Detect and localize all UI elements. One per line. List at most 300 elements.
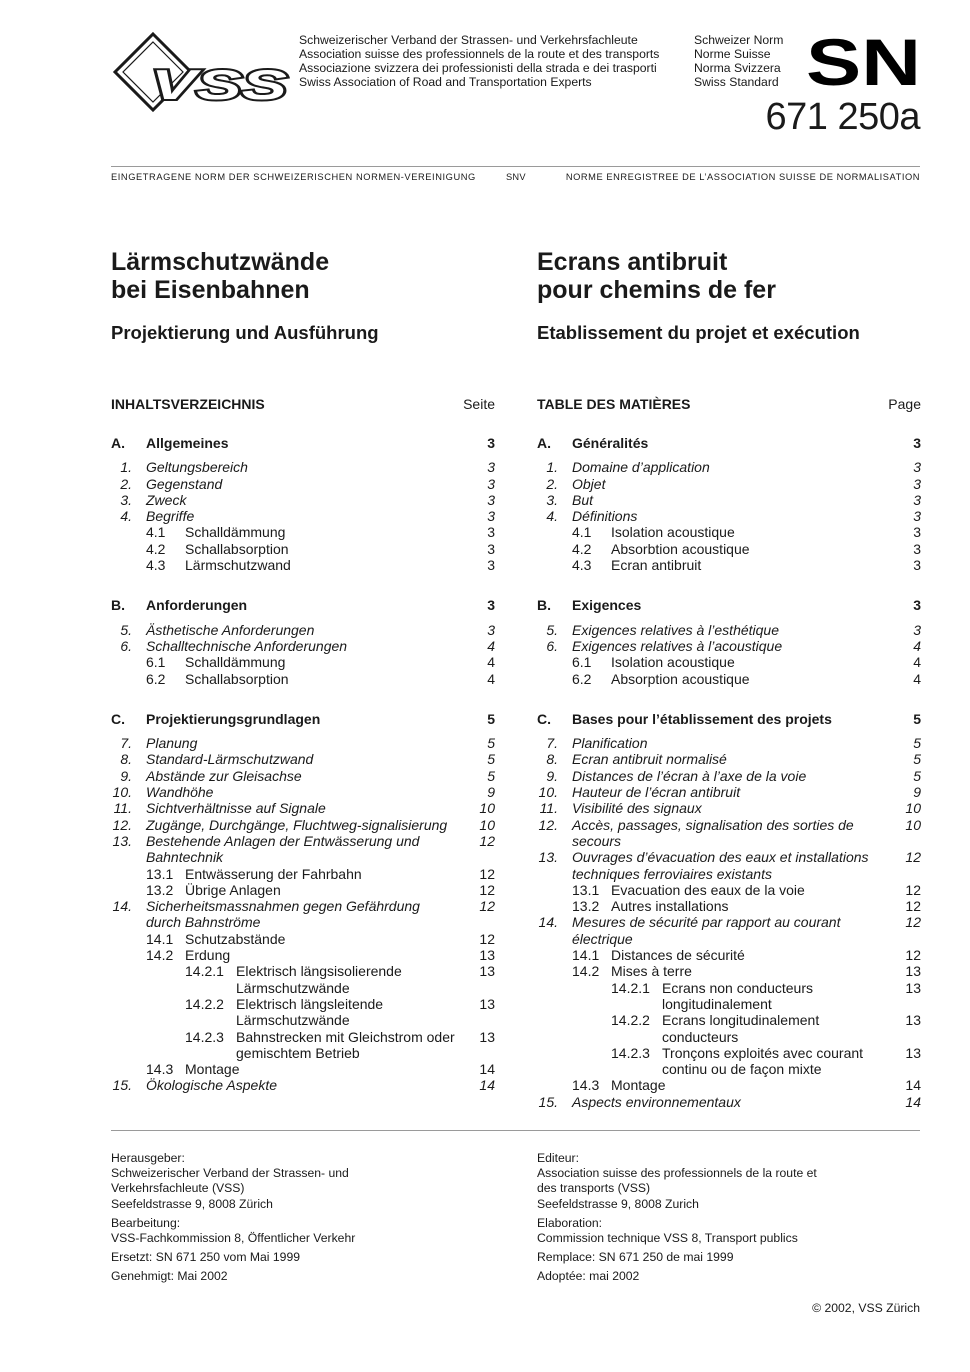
toc-entry [111,638,495,654]
toc-entry [537,980,921,1013]
imprint-group [111,1216,495,1246]
toc-entry-title: Aspects environnementaux [572,1093,741,1110]
toc-entry-title: Wandhöhe [146,784,214,801]
toc-entry-title: Bestehende Anlagen der Entwässerung und Bahntechnik [146,832,420,866]
toc-entry-page: 14 [479,1077,495,1094]
toc-entry [111,800,495,816]
toc-entry-number: 4.1 [572,524,592,541]
toc-entry [537,508,921,524]
toc-entry-title: Anforderungen [146,597,248,614]
toc-entry-title: Sichtverhältnisse auf Signale [146,800,326,817]
toc-entry-title: Tronçons exploités avec courant continu ou de façon mixte [662,1044,864,1078]
toc-entry-title: Zugänge, Durchgänge, Fluchtweg-signalisierung [146,816,448,833]
toc-entry-page: 14 [905,1093,921,1110]
toc-entry-title: Ouvrages d’évacuation des eaux et installations techniques ferroviaires existants [572,849,869,882]
imprint-line: Elaboration: [537,1215,603,1230]
toc-entry [111,508,495,524]
imprint-de [111,1151,495,1289]
toc-entry [537,768,921,784]
toc-entry-number: C. [537,710,551,727]
toc-entry-title: Sicherheitsmassnahmen gegen Gefährdung durch Bahnströme [146,898,420,931]
toc-entry-number: 7. [546,735,558,752]
toc-entry-number: 1. [546,459,558,476]
imprint-group [111,1250,495,1265]
toc-entry [111,1077,495,1093]
imprint-group [111,1269,495,1284]
toc-entry-page: 13 [479,963,495,980]
toc-entry-number: 14.2.1 [185,963,224,980]
subtitle-fr: Etablissement du projet et exécution [537,322,860,343]
toc-entry [111,1029,495,1062]
toc-entry-page: 3 [487,491,495,508]
toc-entry [111,654,495,670]
copyright: © 2002, VSS Zürich [812,1301,920,1315]
toc-entry-title: Schalldämmung [185,524,286,541]
title-de-line1: Lärmschutzwände [111,248,330,276]
toc-entry-number: 14.1 [572,947,600,964]
toc-entry-number: 8. [546,751,558,768]
publisher-name-de: Schweizerischer Verband der Strassen- und Verkehrsfachleute [299,33,638,47]
toc-entry-page: 12 [479,898,495,915]
header-divider [111,166,920,167]
imprint-line: Remplace: SN 671 250 de mai 1999 [537,1250,734,1265]
title-fr-line2: pour chemins de fer [537,276,776,304]
toc-entry-page: 3 [913,508,921,525]
toc-entry-title: Projektierungsgrundlagen [146,710,321,727]
sn-logo [806,37,921,87]
toc-entry [111,963,495,996]
toc-entry [111,768,495,784]
toc-entry-page: 5 [487,735,495,752]
toc-entry-number: 4.2 [146,540,166,557]
toc-entry-number: 13. [538,849,558,866]
toc-header-fr [537,395,921,413]
toc-entry-number: 4.3 [146,557,166,574]
toc-entry [537,524,921,540]
toc-entry-number: 1. [120,459,132,476]
toc-entry-page: 10 [479,800,495,817]
toc-entry [537,751,921,767]
toc-entry-page: 13 [905,963,921,980]
toc-entry-page: 5 [913,767,921,784]
toc-entry-page: 3 [913,540,921,557]
toc-entry [537,898,921,914]
imprint-line: Seefeldstrasse 9, 8008 Zürich [111,1196,273,1211]
toc-entry-number: 11. [539,800,558,817]
toc-entry-number: 13. [112,832,132,849]
toc-entry [111,817,495,833]
toc-entry-page: 3 [487,435,495,451]
toc-entry-number: 12. [112,816,132,833]
toc-entry [111,866,495,882]
toc-entry-title: Schalltechnische Anforderungen [146,637,348,654]
toc-entry-title: Exigences [572,597,642,614]
toc-page-label-fr: Page [888,396,921,412]
toc-entry [537,1045,921,1078]
toc-entry-number: 4.1 [146,524,166,541]
title-de-line2: bei Eisenbahnen [111,276,310,304]
toc-entry-number: 14.2.3 [611,1044,650,1061]
toc-entry-page: 3 [487,557,495,574]
toc-entry-number: 6. [120,637,132,654]
toc-entry-number: 13.1 [146,865,174,882]
toc-entry-title: Mises à terre [611,963,692,980]
toc-entry-number: 4. [546,508,558,525]
toc-entry-page: 10 [479,816,495,833]
imprint-group [111,1151,495,1212]
toc-entry-page: 13 [479,947,495,964]
toc-entry-title: Isolation acoustique [611,654,735,671]
band-left: EINGETRAGENE NORM DER SCHWEIZERISCHEN NORMEN-VEREINIGUNG [111,172,476,182]
imprint-group [537,1269,921,1284]
toc-entry-page: 13 [479,1028,495,1045]
toc-section [111,597,495,613]
toc-entry-title: Planification [572,735,648,752]
standard-type-fr: Norme Suisse [694,47,771,61]
toc-section [111,435,495,451]
toc-entry-page: 13 [905,979,921,996]
toc-entry-number: B. [537,597,551,614]
toc-entry-page: 9 [913,784,921,801]
toc-entry-title: Distances de sécurité [611,947,745,964]
toc-entry-title: Erdung [185,947,231,964]
toc-entry [111,524,495,540]
toc-entry-number: 2. [120,475,132,492]
toc-entry-page: 12 [905,898,921,915]
toc-entry [537,817,921,850]
toc-entry-page: 3 [487,508,495,525]
toc-entry-title: Mesures de sécurité par rapport au courant électrique [572,914,841,947]
toc-entry-title: Elektrisch längsisolierende Lärmschutzwände [236,963,402,996]
toc-entry-number: 13.2 [146,881,174,898]
toc-entry [537,849,921,882]
toc-entry-number: 15. [538,1093,558,1110]
toc-entry-number: 15. [112,1077,132,1094]
toc-entry [537,671,921,687]
sn-logo-text: SN [806,37,921,87]
toc-entry-title: Entwässerung der Fahrbahn [185,865,362,882]
toc-entry [111,492,495,508]
toc-section [537,435,921,451]
publisher-names [299,33,659,89]
toc-entry [537,914,921,947]
title-block-fr [537,248,921,344]
vss-logo-text: VSS [151,61,287,108]
toc-entry-number: 13.1 [572,881,600,898]
toc-entry-title: Ecran antibruit [611,557,702,574]
toc-entry-title: Übrige Anlagen [185,881,281,898]
toc-entry [111,557,495,573]
toc-entry-page: 4 [487,670,495,687]
toc-entry [111,622,495,638]
title-block-de [111,248,495,344]
toc-entry-page: 4 [913,654,921,671]
toc-entry-title: Accès, passages, signalisation des sorties de secours [572,816,854,849]
toc-entry-page: 5 [487,751,495,768]
toc-entry-page: 4 [913,637,921,654]
toc-entry-title: Evacuation des eaux de la voie [611,881,805,898]
toc-entry-title: Isolation acoustique [611,524,735,541]
band-right: NORME ENREGISTREE DE L’ASSOCIATION SUISSE DE NORMALISATION [565,172,920,182]
imprint-line: Bearbeitung: [111,1215,181,1230]
toc-entry-number: 10. [538,784,558,801]
subtitle-de: Projektierung und Ausführung [111,322,379,343]
toc-list-de [111,435,495,1094]
toc-entry-title: Abstände zur Gleisachse [146,767,302,784]
toc-entry-title: Allgemeines [146,435,229,451]
toc-entry-page: 5 [913,735,921,752]
toc-section [537,597,921,613]
toc-entry [111,996,495,1029]
toc-entry-page: 12 [905,947,921,964]
toc-entry-page: 4 [913,670,921,687]
toc-entry [111,476,495,492]
toc-entry-number: 6.1 [572,654,592,671]
toc-entry [111,833,495,866]
imprint-line: Genehmigt: Mai 2002 [111,1269,228,1284]
toc-entry-page: 12 [905,914,921,931]
standard-type-it: Norma Svizzera [694,61,781,75]
toc-entry-title: Visibilité des signaux [572,800,702,817]
toc-entry [537,638,921,654]
imprint-line: VSS-Fachkommission 8, Öffentlicher Verkehr [111,1231,356,1246]
toc-entry [111,898,495,931]
toc-entry-number: 4.2 [572,540,592,557]
toc-entry-number: 4.3 [572,557,592,574]
toc-entry [111,671,495,687]
toc-entry-number: 8. [120,751,132,768]
toc-entry-title: Montage [611,1077,666,1094]
toc-entry-title: Distances de l’écran à l’axe de la voie [572,767,807,784]
imprint-group [537,1250,921,1265]
toc-entry-title: Schallabsorption [185,670,289,687]
toc-entry-number: 7. [120,735,132,752]
toc-entry [537,622,921,638]
toc-entry-page: 3 [913,435,921,451]
toc-entry-number: 14.2 [572,963,600,980]
toc-entry-number: 13.2 [572,898,600,915]
toc-entry-page: 12 [479,881,495,898]
toc-entry [537,963,921,979]
toc-entry-page: 12 [905,881,921,898]
toc-entry-title: Ästhetische Anforderungen [146,621,315,638]
toc-entry-page: 3 [913,597,921,614]
toc-entry-page: 13 [905,1044,921,1061]
imprint-line: Verkehrsfachleute (VSS) [111,1181,245,1196]
toc-entry-number: 2. [546,475,558,492]
toc-entry-number: B. [111,597,125,614]
toc-entry-number: 3. [546,491,558,508]
toc-entry-number: 6.1 [146,654,166,671]
toc-entry-page: 3 [913,475,921,492]
toc-entry-title: Gegenstand [146,475,223,492]
toc-entry-title: Schalldämmung [185,654,286,671]
toc-entry [111,1061,495,1077]
toc-entry [111,541,495,557]
toc-entry-page: 13 [479,995,495,1012]
toc-entry [537,1012,921,1045]
toc-entry-page: 3 [913,557,921,574]
toc-page-label-de: Seite [463,396,495,412]
toc-entry-page: 3 [487,540,495,557]
toc-entry-title: Définitions [572,508,638,525]
toc-entry-title: Standard-Lärmschutzwand [146,751,314,768]
toc-entry-number: 9. [120,767,132,784]
imprint-line: Adoptée: mai 2002 [537,1269,640,1284]
toc-entry-number: C. [111,710,125,727]
toc-entry [537,882,921,898]
toc-entry-number: 14.1 [146,930,174,947]
toc-entry-title: Montage [185,1061,240,1078]
toc-entry-number: 4. [120,508,132,525]
toc-entry-page: 3 [487,597,495,614]
toc-entry-title: Planung [146,735,198,752]
toc-entry-page: 14 [905,1077,921,1094]
toc-entry [537,784,921,800]
imprint-line: Seefeldstrasse 9, 8008 Zurich [537,1196,699,1211]
imprint-fr [537,1151,921,1289]
toc-entry-number: 3. [120,491,132,508]
toc-entry-page: 3 [913,524,921,541]
toc-entry-page: 4 [487,654,495,671]
toc-entry-number: 14. [538,914,558,931]
toc-entry [537,557,921,573]
toc-entry-title: Elektrisch längsleitende Lärmschutzwände [236,995,384,1029]
toc-entry-title: Absorption acoustique [611,670,750,687]
toc-entry-title: Lärmschutzwand [185,557,291,574]
toc-label-de: INHALTSVERZEICHNIS [111,396,265,412]
toc-entry-title: Généralités [572,435,649,451]
toc-entry-page: 5 [487,767,495,784]
toc-entry [537,654,921,670]
toc-label-fr: TABLE DES MATIÈRES [537,396,691,412]
toc-entry-number: 14.2 [146,947,174,964]
toc-entry-number: 14. [112,898,132,915]
toc-entry-title: Exigences relatives à l’esthétique [572,621,780,638]
imprint-line: Schweizerischer Verband der Strassen- und [111,1166,349,1181]
toc-entry-page: 9 [487,784,495,801]
toc-entry-number: 9. [546,767,558,784]
imprint-line: des transports (VSS) [537,1181,651,1196]
title-fr-line1: Ecrans antibruit [537,248,728,276]
publisher-name-fr: Association suisse des professionnels de la route et des transports [299,47,660,61]
toc-entry-page: 14 [479,1061,495,1078]
toc-entry-page: 12 [905,849,921,866]
toc-entry-title: Bahnstrecken mit Gleichstrom oder gemischtem Betrieb [236,1028,455,1061]
imprint-line: Ersetzt: SN 671 250 vom Mai 1999 [111,1250,301,1265]
toc-entry-number: 14.2.2 [611,1012,650,1029]
toc-entry [537,800,921,816]
toc-entry-title: Schutzabstände [185,930,286,947]
toc-entry [111,735,495,751]
toc-entry-number: 6.2 [572,670,592,687]
toc-entry [111,931,495,947]
toc-entry-page: 12 [479,865,495,882]
toc-entry-title: Absorbtion acoustique [611,540,750,557]
toc-entry-page: 3 [487,524,495,541]
toc-entry-title: Domaine d’application [572,459,710,476]
toc-entry-page: 3 [487,459,495,476]
toc-entry-page: 10 [905,816,921,833]
toc-entry-number: 14.3 [572,1077,600,1094]
toc-entry-number: 11. [113,800,132,817]
standard-type-de: Schweizer Norm [694,33,784,47]
toc-entry-page: 3 [487,621,495,638]
toc-entry [111,459,495,475]
toc-entry-number: 10. [112,784,132,801]
toc-entry-page: 4 [487,637,495,654]
imprint-line: Herausgeber: [111,1151,185,1165]
imprint-line: Editeur: [537,1151,580,1165]
toc-entry-page: 13 [905,1012,921,1029]
toc-entry [111,882,495,898]
toc-entry [111,751,495,767]
toc-entry-page: 5 [913,751,921,768]
standard-number: 671 250a [765,96,920,138]
toc-entry-title: Geltungsbereich [146,459,248,476]
publisher-name-en: Swiss Association of Road and Transportation Experts [299,75,592,89]
toc-entry-page: 3 [487,475,495,492]
toc-entry-title: Ecrans non conducteurs longitudinalement [662,979,813,1012]
toc-entry-title: Objet [572,475,606,492]
band-middle: SNV [506,172,526,182]
toc-entry [537,492,921,508]
toc-entry-title: But [572,491,594,508]
toc-entry [537,1094,921,1110]
imprint-group [537,1216,921,1246]
toc-entry [537,476,921,492]
toc-entry-number: 12. [538,816,558,833]
toc-entry-number: 14.2.2 [185,995,224,1012]
imprint-line: Association suisse des professionnels de la route et [537,1166,817,1181]
toc-entry-number: 6.2 [146,670,166,687]
toc-header-de [111,395,495,413]
toc-entry-title: Zweck [146,491,187,508]
toc-entry-page: 5 [487,710,495,727]
toc-entry-page: 5 [913,710,921,727]
toc-entry-title: Schallabsorption [185,540,289,557]
standard-type-en: Swiss Standard [694,75,779,89]
toc-entry-page: 10 [905,800,921,817]
imprint-group [537,1151,921,1212]
toc-entry-page: 12 [479,930,495,947]
toc-entry-title: Hauteur de l’écran antibruit [572,784,741,801]
toc-entry-number: 14.2.1 [611,979,650,996]
toc-entry-title: Bases pour l’établissement des projets [572,710,832,727]
toc-entry [537,947,921,963]
toc-entry-title: Ecrans longitudinalement conducteurs [662,1012,820,1045]
toc-entry-number: 14.2.3 [185,1028,224,1045]
toc-entry-number: 14.3 [146,1061,174,1078]
toc-entry-page: 3 [913,621,921,638]
toc-entry-page: 3 [913,491,921,508]
toc-section [111,711,495,727]
footer-divider [111,1130,920,1131]
toc-entry-number: A. [111,435,125,451]
toc-entry-title: Exigences relatives à l’acoustique [572,637,783,654]
toc-entry [111,784,495,800]
toc-section [537,711,921,727]
toc-entry-page: 3 [913,459,921,476]
imprint-line: Commission technique VSS 8, Transport publics [537,1231,798,1246]
toc-entry [537,459,921,475]
toc-entry-title: Begriffe [146,508,195,525]
toc-entry-title: Ecran antibruit normalisé [572,751,727,768]
publisher-name-it: Associazione svizzera dei professionisti della strada e dei trasporti [299,61,657,75]
vss-logo [111,32,291,116]
toc-entry [537,541,921,557]
toc-entry-page: 12 [479,832,495,849]
